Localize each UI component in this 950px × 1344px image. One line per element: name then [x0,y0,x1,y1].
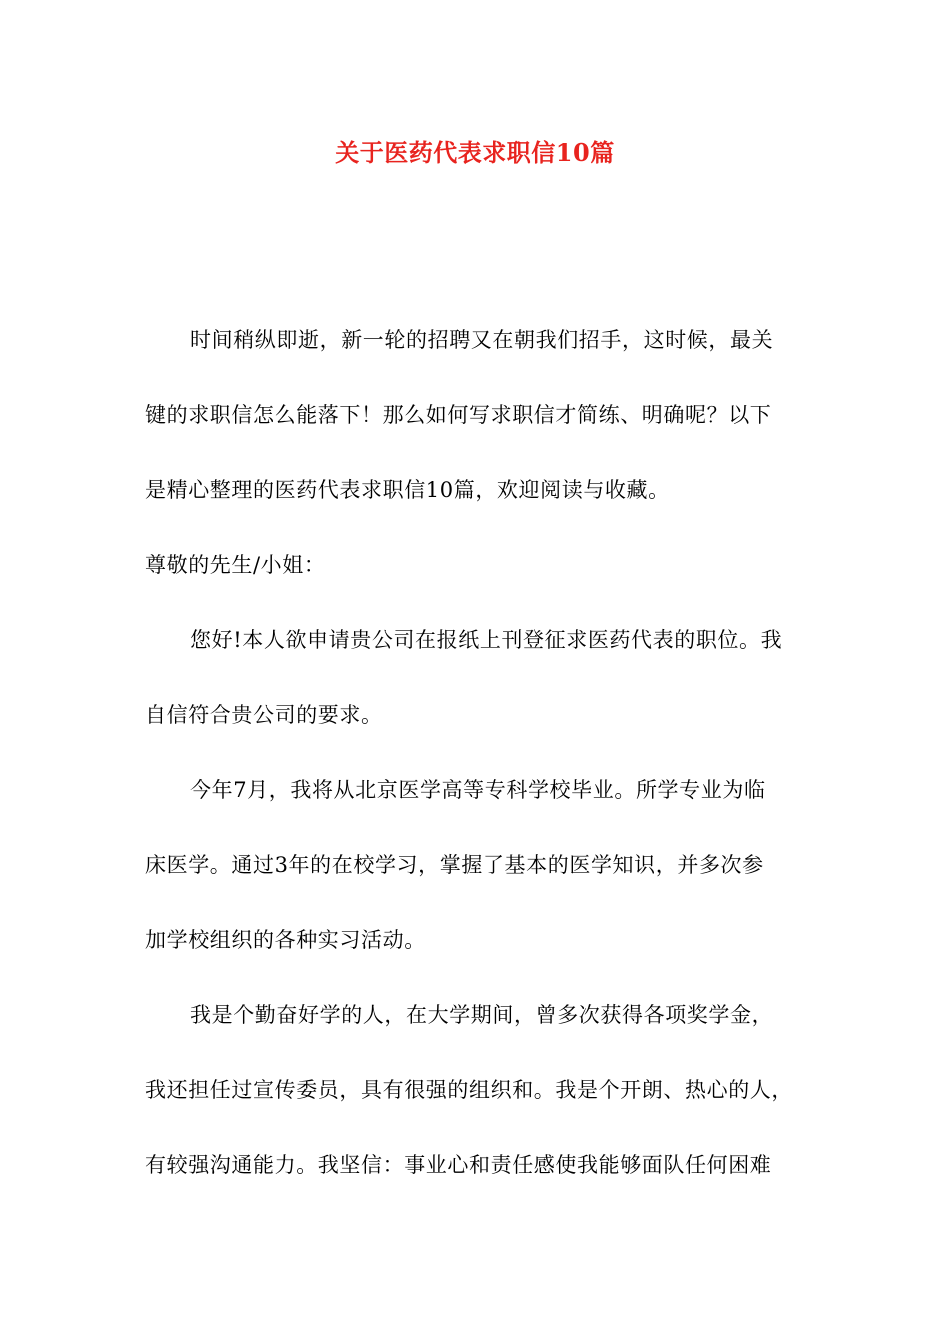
text-line: 自信符合贵公司的要求。 [145,703,383,727]
document-title: 关于医药代表求职信10篇 [335,138,615,167]
document-body [145,322,810,1222]
text-line: 是精心整理的医药代表求职信10篇，欢迎阅读与收藏。 [145,478,670,502]
text-line: 键的求职信怎么能落下！那么如何写求职信才简练、明确呢？以下 [145,403,772,427]
salutation-line: 尊敬的先生/小姐： [145,553,326,577]
text-line: 今年7月，我将从北京医学高等专科学校毕业。所学专业为临 [190,778,766,802]
text-line: 有较强沟通能力。我坚信：事业心和责任感使我能够面队任何困难 [145,1153,772,1177]
text-line: 床医学。通过3年的在校学习，掌握了基本的医学知识，并多次参 [145,853,764,877]
text-line: 加学校组织的各种实习活动。 [145,928,426,952]
text-line: 我还担任过宣传委员，具有很强的组织和。我是个开朗、热心的人， [145,1078,793,1102]
text-line: 我是个勤奋好学的人，在大学期间，曾多次获得各项奖学金， [190,1003,774,1027]
text-line: 时间稍纵即逝，新一轮的招聘又在朝我们招手，这时候，最关 [190,328,774,352]
text-line: 您好!本人欲申请贵公司在报纸上刊登征求医药代表的职位。我 [190,628,783,652]
